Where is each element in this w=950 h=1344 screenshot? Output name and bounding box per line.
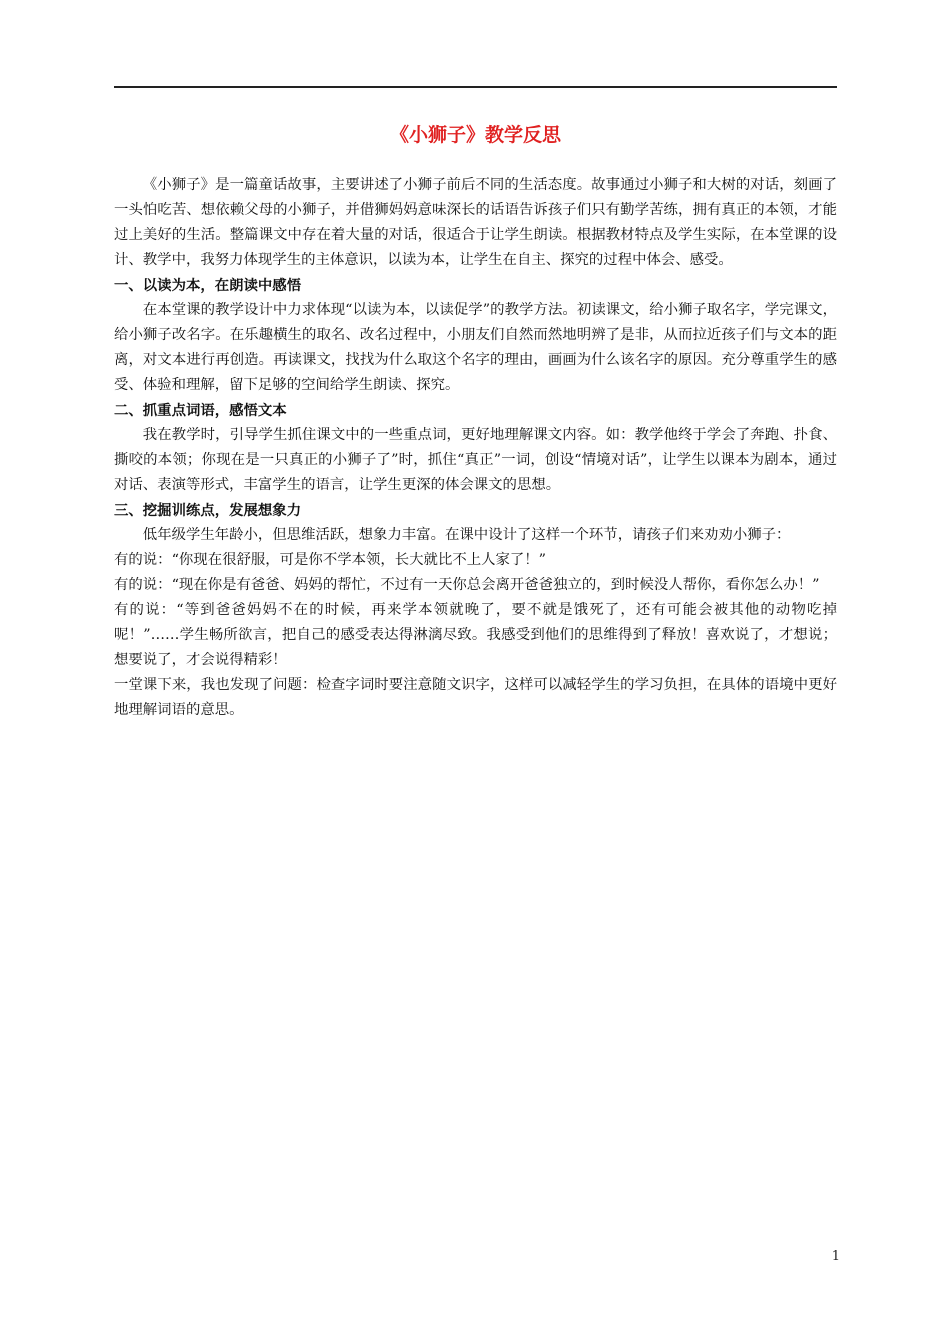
section-heading-1: 一、以读为本，在朗读中感悟	[114, 277, 302, 294]
section-paragraph-2: 我在教学时，引导学生抓住课文中的一些重点词，更好地理解课文内容。如：教学他终于学会了奔跑、扑食、撕咬的本领；你现在是一只真正的小狮子了”时，抓住“真正”一词，创设“情境对话”，让学生以课本为剧本，通过对话、表演等形式，丰富学生的语言，让学生更深的体会课文的思想。	[114, 427, 837, 493]
conclusion-paragraph: 一堂课下来，我也发现了问题：检查字词时要注意随文识字，这样可以减轻学生的学习负担，在具体的语境中更好地理解词语的意思。	[114, 677, 837, 718]
section-heading-2: 二、抓重点词语，感悟文本	[114, 402, 287, 419]
section-heading-3: 三、挖掘训练点，发展想象力	[114, 502, 302, 519]
document-body	[114, 173, 837, 723]
section-paragraph-1: 在本堂课的教学设计中力求体现“以读为本，以读促学”的教学方法。初读课文，给小狮子取名字，学完课文，给小狮子改名字。在乐趣横生的取名、改名过程中，小朋友们自然而然地明辨了是非，从而拉近孩子们与文本的距离，对文本进行再创造。再读课文，找找为什么取这个名字的理由，画画为什么该名字的原因。充分尊重学生的感受、体验和理解，留下足够的空间给学生朗读、探究。	[114, 302, 837, 393]
header-rule	[114, 86, 837, 88]
document-title: 《小狮子》教学反思	[389, 124, 561, 146]
quote-paragraph-3: 有的说：“等到爸爸妈妈不在的时候，再来学本领就晚了，要不就是饿死了，还有可能会被其他的动物吃掉呢！”……学生畅所欲言，把自己的感受表达得淋漓尽致。我感受到他们的思维得到了释放！喜欢说了，才想说；想要说了，才会说得精彩！	[114, 602, 837, 668]
intro-paragraph: 《小狮子》是一篇童话故事，主要讲述了小狮子前后不同的生活态度。故事通过小狮子和大树的对话，刻画了一头怕吃苦、想依赖父母的小狮子，并借狮妈妈意味深长的话语告诉孩子们只有勤学苦练，拥有真正的本领，才能过上美好的生活。整篇课文中存在着大量的对话，很适合于让学生朗读。根据教材特点及学生实际，在本堂课的设计、教学中，我努力体现学生的主体意识，以读为本，让学生在自主、探究的过程中体会、感受。	[114, 177, 837, 268]
page-number: 1	[831, 1249, 840, 1264]
quote-paragraph-1: 有的说：“你现在很舒服，可是你不学本领，长大就比不上人家了！”	[114, 552, 547, 568]
quote-paragraph-2: 有的说：“现在你是有爸爸、妈妈的帮忙，不过有一天你总会离开爸爸独立的，到时候没人帮你，看你怎么办！”	[114, 577, 820, 593]
section-paragraph-3: 低年级学生年龄小，但思维活跃，想象力丰富。在课中设计了这样一个环节，请孩子们来劝劝小狮子：	[142, 527, 791, 543]
